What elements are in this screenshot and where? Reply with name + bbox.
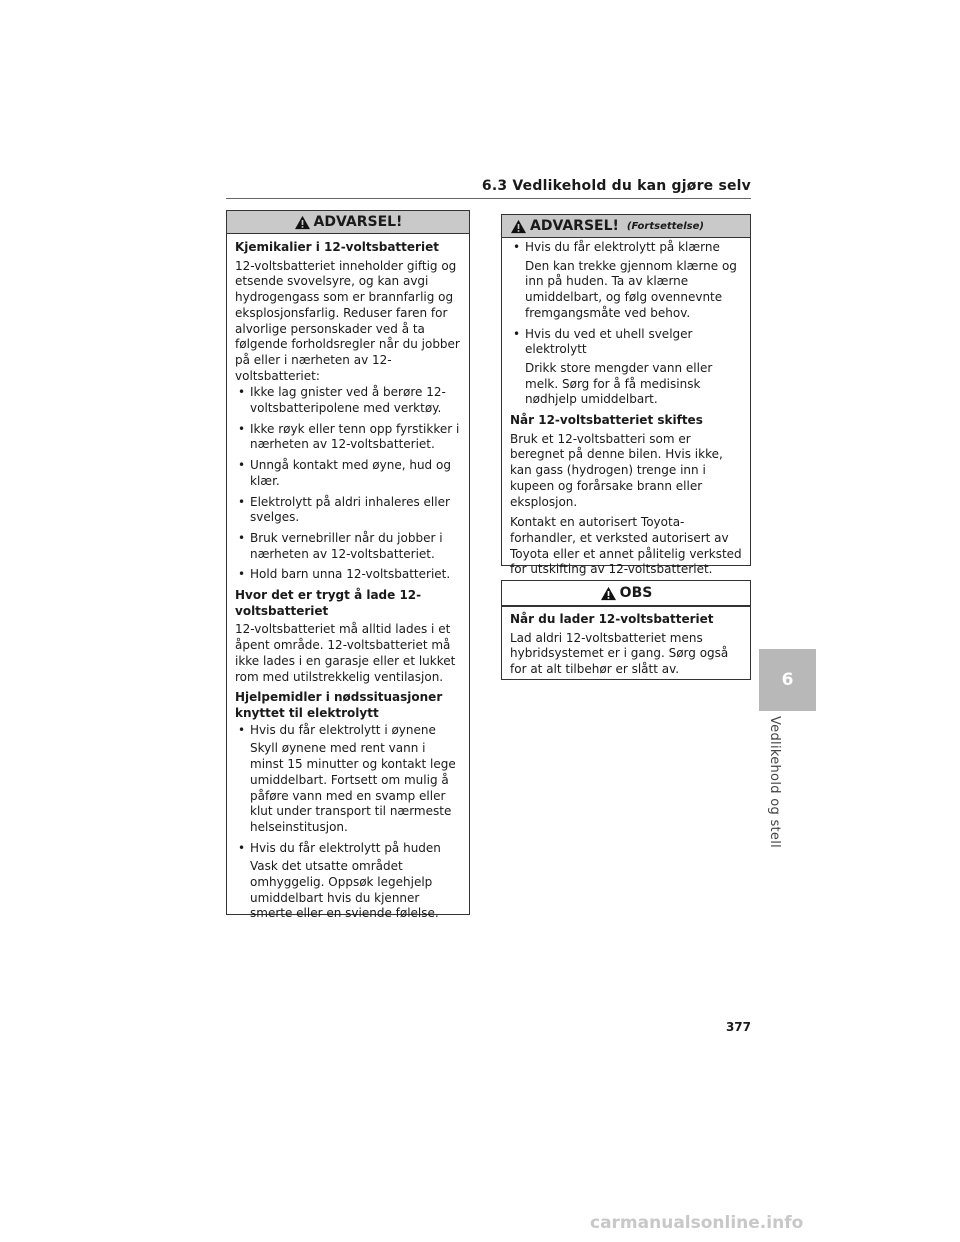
section-heading: Når 12-voltsbatteriet skiftes <box>510 413 703 428</box>
list-item: • Hvis du får elektrolytt på klærne <box>510 240 742 256</box>
paragraph: 12-voltsbatteriet må alltid lades i et åpent område. 12-voltsbatteriet må ikke lades i en garasje eller et lukket rom med utilstrekkelig ventilasjon. <box>235 622 456 684</box>
warning-box-body <box>502 238 750 587</box>
obs-box-body <box>502 607 750 687</box>
continued-label: (Fortsettelse) <box>626 220 704 232</box>
list-item-detail: Den kan trekke gjennom klærne og inn på huden. Ta av klærne umiddelbart, og følg ovennevnte fremgangsmåte ved behov. <box>525 258 737 320</box>
warning-box-header <box>502 215 750 238</box>
list-item-detail: Skyll øynene med rent vann i minst 15 minutter og kontakt lege umiddelbart. Fortsett om mulig å påføre vann med en svamp eller klut under transport til nærmeste helseinstitusjon. <box>250 741 456 834</box>
warning-box-header <box>227 211 469 234</box>
warning-title: ADVARSEL! <box>313 214 403 230</box>
warning-box-body <box>227 234 469 931</box>
obs-box-header <box>502 581 750 606</box>
list-item: • Hvis du får elektrolytt på huden <box>235 841 461 857</box>
warning-triangle-icon <box>294 215 311 230</box>
paragraph: 12-voltsbatteriet inneholder giftig og etsende svovelsyre, og kan avgi hydrogengass som er brannfarlig og eksplosjonsfarlig. Reduser faren for alvorlige personskader ved å ta følgende forholdsregler når du jobber på eller i nærheten av 12-voltsbatteriet: <box>235 258 460 383</box>
page-number: 377 <box>725 1020 751 1034</box>
obs-box <box>501 580 751 680</box>
list-item: • Hvis du ved et uhell svelger elektrolytt <box>510 327 742 358</box>
chapter-label: Vedlikehold og stell <box>767 716 782 849</box>
section-heading: Hvor det er trygt å lade 12-voltsbatteriet <box>235 588 422 618</box>
list-item: • Ikke røyk eller tenn opp fyrstikker i nærheten av 12-voltsbatteriet. <box>235 422 461 453</box>
bullet-list <box>235 841 461 857</box>
warning-box-right <box>501 214 751 577</box>
warning-box-left <box>226 210 470 921</box>
list-item: • Unngå kontakt med øyne, hud og klær. <box>235 458 461 489</box>
watermark: carmanualsonline.info <box>590 1213 804 1233</box>
warning-triangle-icon <box>510 219 527 234</box>
bullet-list <box>510 240 742 256</box>
header-rule <box>226 198 751 199</box>
list-item-detail: Vask det utsatte området omhyggelig. Oppsøk legehjelp umiddelbart hvis du kjenner smerte eller en sviende følelse. <box>250 859 439 921</box>
section-heading: Hjelpemidler i nødssituasjoner knyttet til elektrolytt <box>235 690 443 720</box>
paragraph: Lad aldri 12-voltsbatteriet mens hybridsystemet er i gang. Sørg også for at alt tilbehør er slått av. <box>510 630 729 677</box>
paragraph: Bruk et 12-voltsbatteri som er beregnet på denne bilen. Hvis ikke, kan gass (hydrogen) trenge inn i kupeen og forårsake brann eller eksplosjon. <box>510 431 723 509</box>
list-item: • Hold barn unna 12-voltsbatteriet. <box>235 567 461 583</box>
bullet-list <box>510 327 742 358</box>
bullet-list <box>235 385 461 583</box>
list-item: • Bruk vernebriller når du jobber i nærheten av 12-voltsbatteriet. <box>235 531 461 562</box>
list-item: • Hvis du får elektrolytt i øynene <box>235 723 461 739</box>
paragraph: Kontakt en autorisert Toyota-forhandler, et verksted autorisert av Toyota eller et annet pålitelig verksted for utskifting av 12-voltsbatteriet. <box>510 515 742 577</box>
list-item-detail: Drikk store mengder vann eller melk. Sørg for å få medisinsk nødhjelp umiddelbart. <box>525 360 713 407</box>
section-heading: Når du lader 12-voltsbatteriet <box>510 612 714 626</box>
list-item: • Elektrolytt på aldri inhaleres eller svelges. <box>235 495 461 526</box>
warning-title: ADVARSEL! <box>530 218 619 234</box>
caution-triangle-icon <box>600 586 617 601</box>
section-heading: Kjemikalier i 12-voltsbatteriet <box>235 240 439 254</box>
bullet-list <box>235 723 461 739</box>
chapter-tab: 6 <box>759 649 816 711</box>
obs-title: OBS <box>619 585 653 601</box>
list-item: • Ikke lag gnister ved å berøre 12-voltsbatteripolene med verktøy. <box>235 385 461 416</box>
section-header: 6.3 Vedlikehold du kan gjøre selv <box>481 178 751 194</box>
